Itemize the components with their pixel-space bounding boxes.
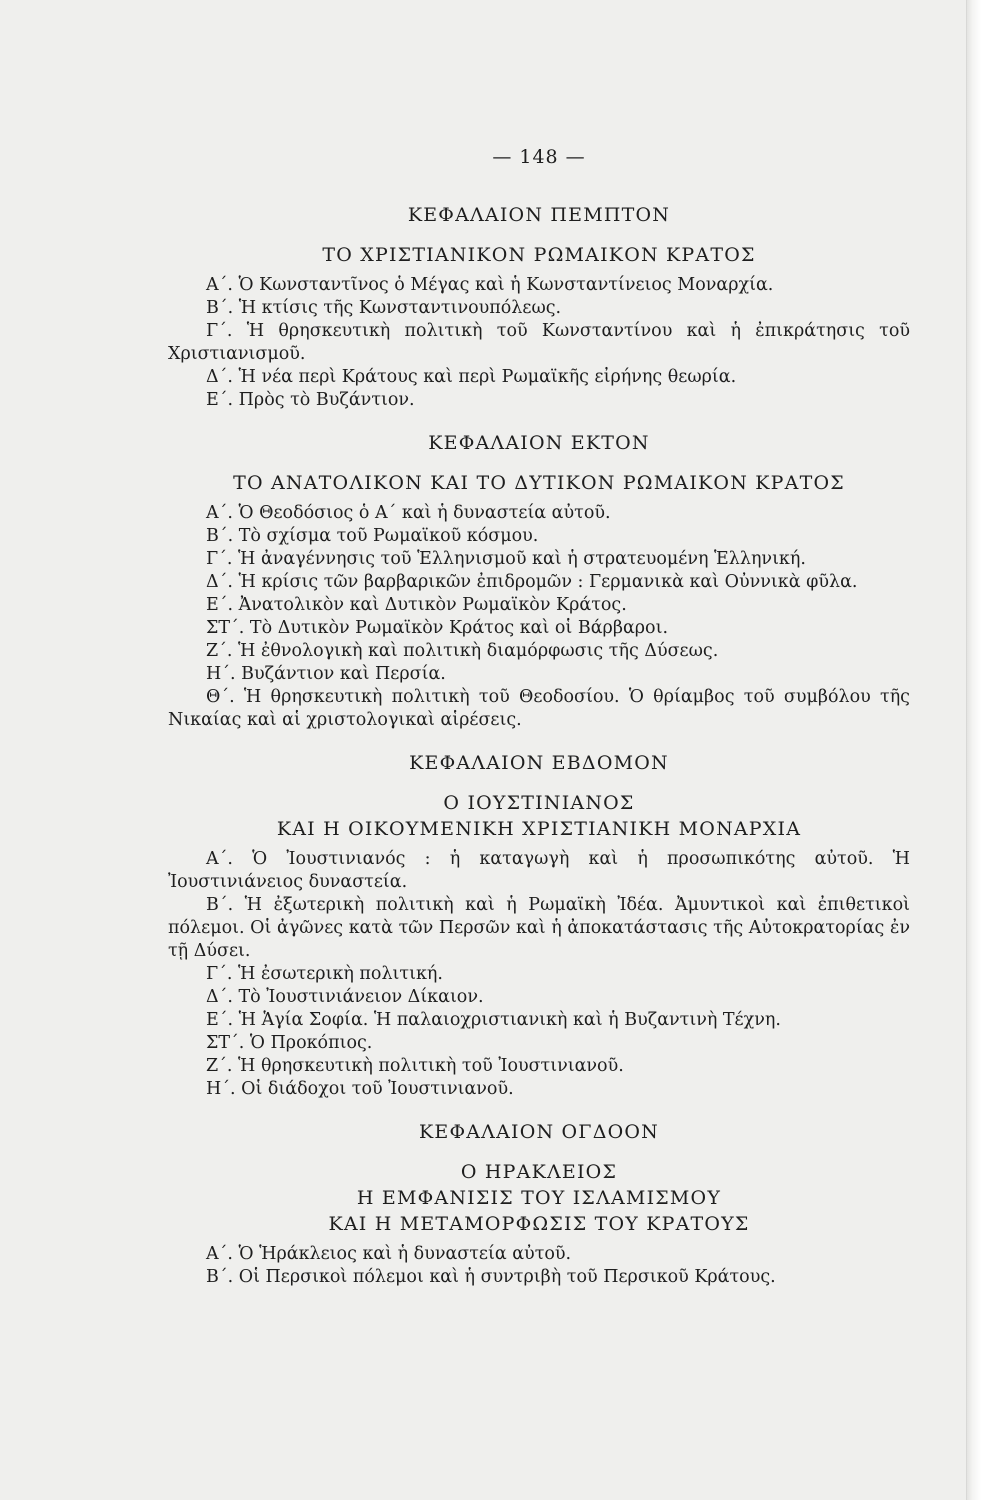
toc-item: Α΄. Ὁ Ἡράκλειος καὶ ἡ δυναστεία αὐτοῦ.: [206, 1244, 572, 1264]
toc-item: Ε΄. Πρὸς τὸ Βυζάντιον.: [206, 390, 415, 410]
chapter-label: ΚΕΦΑΛΑΙΟΝ ΠΕΜΠΤΟΝ: [407, 204, 671, 226]
toc-item: Β΄. Ἡ ἐξωτερικὴ πολιτικὴ καὶ ἡ Ρωμαϊκὴ Ἰδέα. Ἀμυντικοὶ καὶ ἐπιθετικοὶ πόλεμοι. Οἱ ἀγῶνες κατὰ τῶν Περσῶν καὶ ἡ ἀποκατάστασις τῆς Αὐτοκρατορίας ἐν τῇ Δύσει.: [168, 895, 910, 961]
page-edge: [966, 0, 981, 1500]
chapter-heading-line: Ο ΗΡΑΚΛΕΙΟΣ: [460, 1161, 618, 1183]
toc-item: ΣΤ΄. Τὸ Δυτικὸν Ρωμαϊκὸν Κράτος καὶ οἱ Βάρβαροι.: [206, 618, 669, 638]
toc-item: Ζ΄. Ἡ ἐθνολογικὴ καὶ πολιτικὴ διαμόρφωσις τῆς Δύσεως.: [206, 641, 719, 661]
toc-item: Δ΄. Ἡ νέα περὶ Κράτους καὶ περὶ Ρωμαϊκῆς εἰρήνης θεωρία.: [206, 367, 737, 387]
chapter-heading-line: ΚΑΙ Η ΜΕΤΑΜΟΡΦΩΣΙΣ ΤΟΥ ΚΡΑΤΟΥΣ: [328, 1213, 750, 1235]
chapter-heading-line: ΚΑΙ Η ΟΙΚΟΥΜΕΝΙΚΗ ΧΡΙΣΤΙΑΝΙΚΗ ΜΟΝΑΡΧΙΑ: [276, 818, 802, 840]
toc-item: Β΄. Οἱ Περσικοὶ πόλεμοι καὶ ἡ συντριβὴ τοῦ Περσικοῦ Κράτους.: [206, 1267, 776, 1287]
toc-item: Β΄. Τὸ σχίσμα τοῦ Ρωμαϊκοῦ κόσμου.: [206, 526, 539, 546]
chapter-heading: [168, 1159, 910, 1237]
chapter-heading-line: Η ΕΜΦΑΝΙΣΙΣ ΤΟΥ ΙΣΛΑΜΙΣΜΟΥ: [356, 1187, 722, 1209]
chapter-7: [168, 750, 910, 1101]
chapter-label: ΚΕΦΑΛΑΙΟΝ ΕΚΤΟΝ: [428, 432, 650, 454]
chapter-5: [168, 202, 910, 412]
toc-item: Α΄. Ὁ Ἰουστινιανός : ἡ καταγωγὴ καὶ ἡ προσωπικότης αὐτοῦ. Ἡ Ἰουστινιάνειος δυναστεία.: [168, 849, 910, 892]
chapter-heading-line: Ο ΙΟΥΣΤΙΝΙΑΝΟΣ: [443, 792, 635, 814]
toc-item: Θ΄. Ἡ θρησκευτικὴ πολιτικὴ τοῦ Θεοδοσίου. Ὁ θρίαμβος τοῦ συμβόλου τῆς Νικαίας καὶ αἱ χριστολογικαὶ αἱρέσεις.: [168, 687, 910, 730]
chapter-heading: [168, 470, 910, 496]
chapter-6: [168, 430, 910, 732]
toc-item: Η΄. Βυζάντιον καὶ Περσία.: [206, 664, 446, 684]
toc-item: Γ΄. Ἡ θρησκευτικὴ πολιτικὴ τοῦ Κωνσταντίνου καὶ ἡ ἐπικράτησις τοῦ Χριστιανισμοῦ.: [168, 321, 910, 364]
page-number: — 148 —: [492, 146, 586, 168]
toc-item: Β΄. Ἡ κτίσις τῆς Κωνσταντινουπόλεως.: [206, 298, 562, 318]
chapter-heading: [168, 790, 910, 842]
chapter-heading-line: ΤΟ ΑΝΑΤΟΛΙΚΟΝ ΚΑΙ ΤΟ ΔΥΤΙΚΟΝ ΡΩΜΑΙΚΟΝ ΚΡΑΤΟΣ: [233, 472, 845, 494]
page-content: [168, 146, 910, 1289]
chapter-8: [168, 1119, 910, 1289]
chapter-label: ΚΕΦΑΛΑΙΟΝ ΟΓΔΟΟΝ: [418, 1121, 659, 1143]
toc-item: Γ΄. Ἡ ἀναγέννησις τοῦ Ἑλληνισμοῦ καὶ ἡ στρατευομένη Ἑλληνική.: [206, 549, 806, 569]
toc-item: Ε΄. Ἡ Ἁγία Σοφία. Ἡ παλαιοχριστιανικὴ καὶ ἡ Βυζαντινὴ Τέχνη.: [206, 1010, 781, 1030]
toc-item: Δ΄. Τὸ Ἰουστινιάνειον Δίκαιον.: [206, 987, 484, 1007]
toc-item: Γ΄. Ἡ ἐσωτερικὴ πολιτική.: [206, 964, 443, 984]
toc-item: Ε΄. Ἀνατολικὸν καὶ Δυτικὸν Ρωμαϊκὸν Κράτος.: [206, 595, 627, 615]
toc-item: Ζ΄. Ἡ θρησκευτικὴ πολιτικὴ τοῦ Ἰουστινιανοῦ.: [206, 1056, 624, 1076]
toc-item: ΣΤ΄. Ὁ Προκόπιος.: [206, 1033, 373, 1053]
toc-item: Α΄. Ὁ Θεοδόσιος ὁ Α΄ καὶ ἡ δυναστεία αὐτοῦ.: [206, 503, 611, 523]
chapter-heading-line: ΤΟ ΧΡΙΣΤΙΑΝΙΚΟΝ ΡΩΜΑΙΚΟΝ ΚΡΑΤΟΣ: [322, 244, 756, 266]
chapter-heading: [168, 242, 910, 268]
toc-item: Δ΄. Ἡ κρίσις τῶν βαρβαρικῶν ἐπιδρομῶν : Γερμανικὰ καὶ Οὐννικὰ φῦλα.: [206, 572, 858, 592]
chapter-label: ΚΕΦΑΛΑΙΟΝ ΕΒΔΟΜΟΝ: [409, 752, 669, 774]
toc-item: Α΄. Ὁ Κωνσταντῖνος ὁ Μέγας καὶ ἡ Κωνσταντίνειος Μοναρχία.: [206, 275, 774, 295]
toc-item: Η΄. Οἱ διάδοχοι τοῦ Ἰουστινιανοῦ.: [206, 1079, 514, 1099]
